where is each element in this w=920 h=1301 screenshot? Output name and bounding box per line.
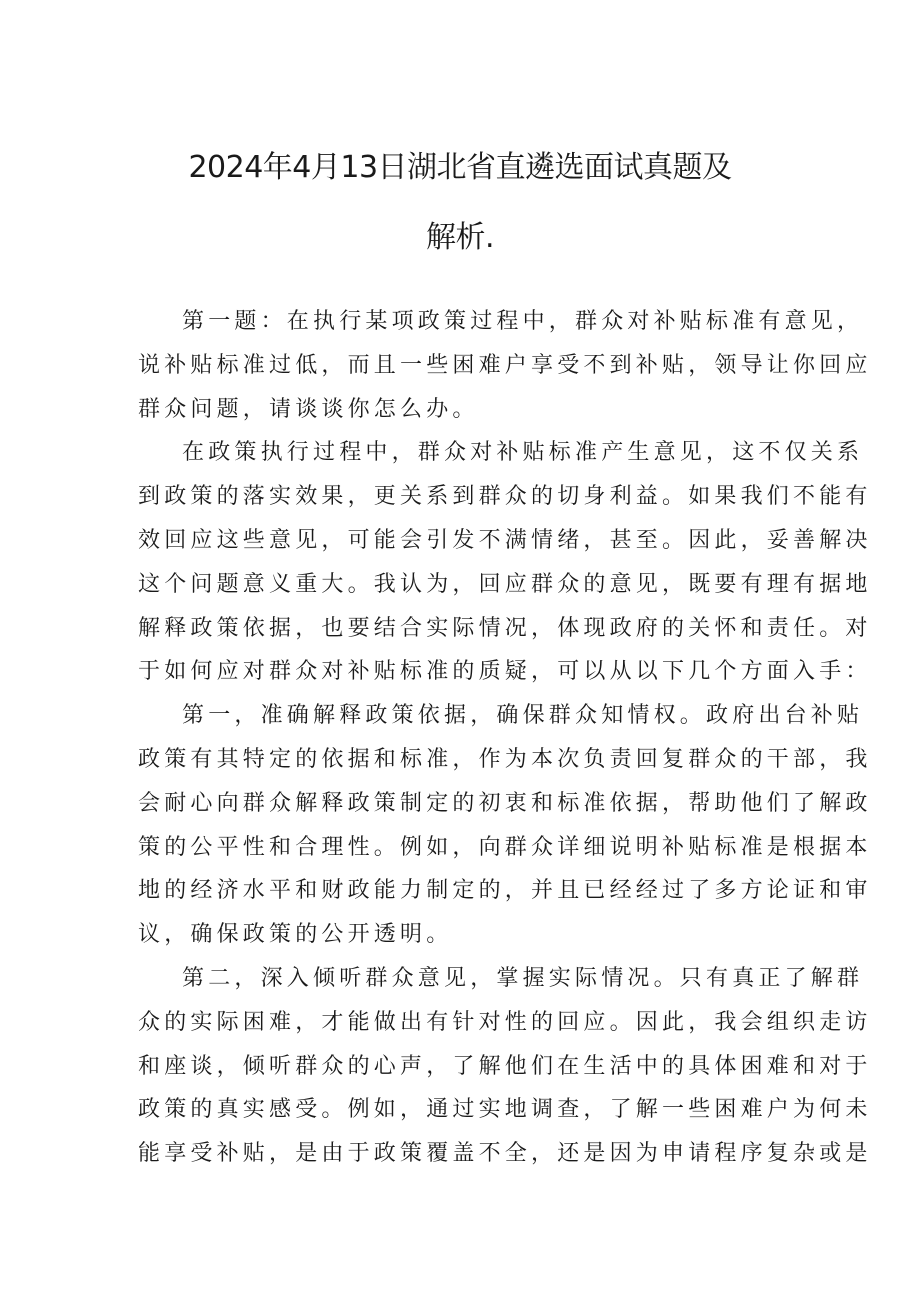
paragraph-line: 到政策的落实效果，更关系到群众的切身利益。如果我们不能有 (138, 484, 872, 510)
paragraph-line: 众的实际困难，才能做出有针对性的回应。因此，我会组织走访 (138, 1009, 872, 1035)
paragraph-line: 和座谈，倾听群众的心声，了解他们在生活中的具体困难和对于 (138, 1053, 872, 1079)
document-body (138, 300, 872, 1176)
paragraph-line: 在政策执行过程中，群众对补贴标准产生意见，这不仅关系 (182, 440, 864, 466)
paragraph-line: 议，确保政策的公开透明。 (138, 922, 453, 948)
paragraph-line: 会耐心向群众解释政策制定的初衷和标准依据，帮助他们了解政 (138, 790, 872, 816)
document-title-line-1: 2024年4月13日湖北省直遴选面试真题及 (188, 150, 732, 185)
paragraph-line: 第一，准确解释政策依据，确保群众知情权。政府出台补贴 (182, 703, 864, 729)
paragraph-line: 策的公平性和合理性。例如，向群众详细说明补贴标准是根据本 (138, 834, 872, 860)
paragraph-line: 这个问题意义重大。我认为，回应群众的意见，既要有理有据地 (138, 571, 872, 597)
paragraph-line: 能享受补贴，是由于政策覆盖不全，还是因为申请程序复杂或是 (138, 1141, 872, 1167)
paragraph-line: 于如何应对群众对补贴标准的质疑，可以从以下几个方面入手： (138, 659, 872, 685)
paragraph-line: 群众问题，请谈谈你怎么办。 (138, 396, 479, 422)
paragraph-line: 政策的真实感受。例如，通过实地调查，了解一些困难户为何未 (138, 1097, 872, 1123)
paragraph-line: 第二，深入倾听群众意见，掌握实际情况。只有真正了解群 (182, 965, 864, 991)
paragraph-line: 说补贴标准过低，而且一些困难户享受不到补贴，领导让你回应 (138, 352, 872, 378)
paragraph-line: 第一题：在执行某项政策过程中，群众对补贴标准有意见， (182, 309, 864, 334)
paragraph-line: 地的经济水平和财政能力制定的，并且已经经过了多方论证和审 (138, 878, 872, 904)
document-title-line-2: 解析. (425, 220, 495, 255)
paragraph-line: 解释政策依据，也要结合实际情况，体现政府的关怀和责任。对 (138, 615, 872, 641)
paragraph-line: 政策有其特定的依据和标准，作为本次负责回复群众的干部，我 (138, 746, 872, 772)
paragraph-line: 效回应这些意见，可能会引发不满情绪，甚至。因此，妥善解决 (138, 527, 872, 553)
